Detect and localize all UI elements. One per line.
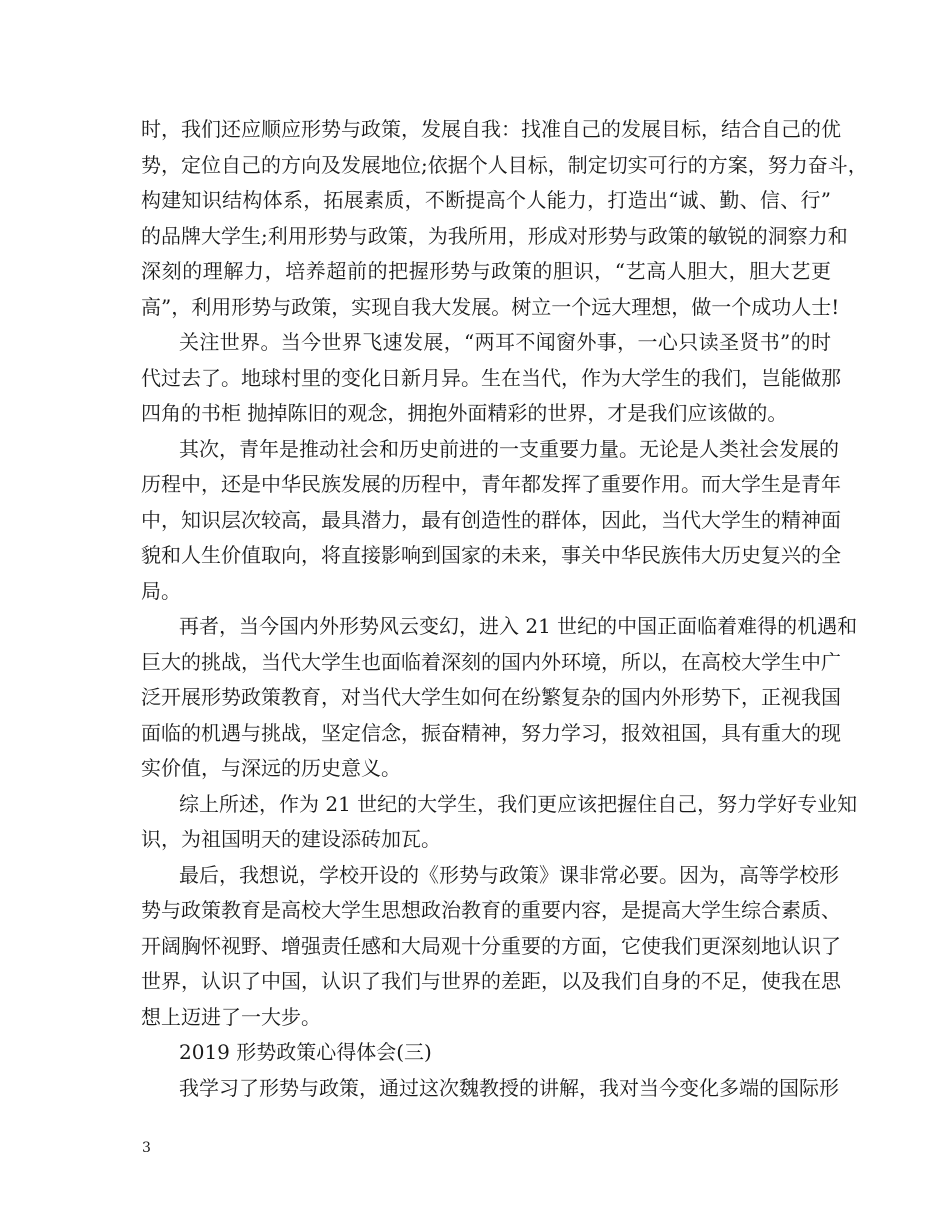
text-line: 构建知识结构体系，拓展素质，不断提高个人能力，打造出“诚、勤、信、行” [141,188,831,212]
paragraph-first-line: 关注世界。当今世界飞速发展，“两耳不闻窗外事，一心只读圣贤书”的时 [179,330,831,354]
paragraph-first-line: 最后，我想说，学校开设的《形势与政策》课非常必要。因为，高等学校形 [179,862,839,887]
text-line: 高”，利用形势与政策，实现自我大发展。树立一个远大理想，做一个成功人士! [141,294,840,319]
text-line: 想上迈进了一大步。 [141,1004,321,1029]
text-line: 巨大的挑战，当代大学生也面临着深刻的国内外环境，所以，在高校大学生中广 [141,649,841,674]
text-line: 势与政策教育是高校大学生思想政治教育的重要内容，是提高大学生综合素质、 [141,898,841,922]
text-line: 深刻的理解力，培养超前的把握形势与政策的胆识，“艺高人胆大，胆大艺更 [141,259,831,283]
paragraph-first-line: 2019 形势政策心得体会(三) [179,1040,432,1064]
text-line: 泛开展形势政策教育，对当代大学生如何在纷繁复杂的国内外形势下，正视我国 [141,685,841,709]
document-page [141,112,868,1106]
text-line: 世界，认识了中国，认识了我们与世界的差距，以及我们自身的不足，使我在思 [141,969,841,993]
text-line: 历程中，还是中华民族发展的历程中，青年都发挥了重要作用。而大学生是青年 [141,472,841,496]
text-line: 实价值，与深远的历史意义。 [141,756,401,780]
paragraph-first-line: 我学习了形势与政策，通过这次魏教授的讲解，我对当今变化多端的国际形 [179,1075,839,1100]
text-line: 中，知识层次较高，最具潜力，最有创造性的群体，因此，当代大学生的精神面 [141,507,841,532]
text-line: 代过去了。地球村里的变化日新月异。生在当代，作为大学生的我们，岂能做那 [141,365,841,390]
paragraph-first-line: 其次，青年是推动社会和历史前进的一支重要力量。无论是人类社会发展的 [179,436,839,461]
paragraph-first-line: 综上所述，作为 21 世纪的大学生，我们更应该把握住自己，努力学好专业知 [179,791,858,816]
text-line: 貌和人生价值取向，将直接影响到国家的未来，事关中华民族伟大历史复兴的全 [141,543,841,567]
text-line: 时，我们还应顺应形势与政策，发展自我：找准自己的发展目标，结合自己的优 [141,117,841,141]
text-line: 面临的机遇与挑战，坚定信念，振奋精神，努力学习，报效祖国，具有重大的现 [141,720,841,745]
document-body [141,112,868,1106]
text-line: 四角的书柜 抛掉陈旧的观念，拥抱外面精彩的世界，才是我们应该做的。 [141,401,788,425]
paragraph-first-line: 再者，当今国内外形势风云变幻，进入 21 世纪的中国正面临着难得的机遇和 [179,614,858,638]
text-line: 识，为祖国明天的建设添砖加瓦。 [141,827,441,851]
text-line: 势，定位自己的方向及发展地位;依据个人目标，制定切实可行的方案，努力奋斗， [141,152,868,177]
page-number: 3 [142,1140,151,1156]
text-line: 的品牌大学生;利用形势与政策，为我所用，形成对形势与政策的敏锐的洞察力和 [141,223,848,248]
text-line: 局。 [141,578,181,603]
text-line: 开阔胸怀视野、增强责任感和大局观十分重要的方面，它使我们更深刻地认识了 [141,933,841,958]
